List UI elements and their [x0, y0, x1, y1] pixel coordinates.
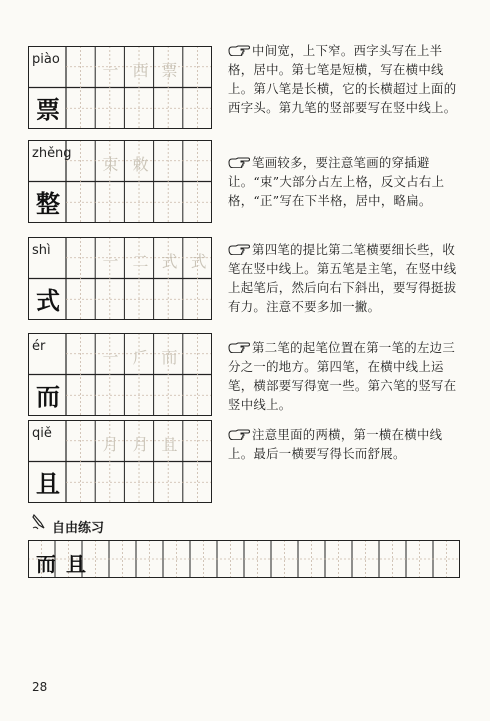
pointing-hand-icon — [228, 429, 250, 440]
trace-character: 𠂆 — [132, 348, 149, 367]
model-character: 整 — [36, 189, 60, 218]
trace-character: 敕 — [132, 155, 149, 174]
free-practice-row — [28, 540, 460, 578]
pinyin-label: ér — [32, 339, 46, 354]
tip-text: 第二笔的起笔位置在第一笔的左边三分之一的地方。第四笔，在横中线上运笔，横部要写得宽一些。第六笔的竖写在竖中线上。 — [228, 340, 457, 412]
pointing-hand-icon — [228, 244, 250, 255]
writing-tip — [228, 240, 464, 316]
practice-block-shi — [28, 237, 212, 320]
model-character: 而 — [36, 382, 60, 411]
tip-text: 注意里面的两横，第一横在横中线上。最后一横要写得长而舒展。 — [228, 427, 443, 461]
writing-tip — [228, 425, 464, 463]
pinyin-label: shì — [32, 243, 51, 258]
pinyin-label: piào — [32, 52, 60, 67]
trace-character: 票 — [161, 61, 178, 80]
trace-character: 束 — [102, 155, 119, 174]
practice-block-piao — [28, 46, 212, 129]
model-character: 且 — [36, 469, 60, 498]
trace-character: 式 — [161, 252, 178, 271]
tip-text: 中间宽，上下窄。西字头写在上半格，居中。第七笔是短横，写在横中线上。第八笔是长横，它的长横超过上面的西字头。第九笔的竖部要写在竖中线上。 — [228, 43, 457, 115]
trace-character: 一 — [102, 348, 119, 367]
trace-character: 西 — [132, 61, 149, 80]
free-practice-character: 而 — [36, 552, 56, 576]
pointing-hand-icon — [228, 45, 250, 56]
trace-character: 一 — [102, 61, 119, 80]
trace-character: 二 — [132, 252, 149, 271]
writing-tip — [228, 153, 464, 210]
pinyin-label: zhěng — [32, 146, 72, 161]
pointing-hand-icon — [228, 342, 250, 353]
trace-character: 一 — [102, 252, 119, 271]
trace-character: 式 — [190, 252, 207, 271]
trace-character: 而 — [161, 348, 178, 367]
trace-character: 月 — [102, 435, 119, 454]
pinyin-label: qiě — [32, 426, 52, 441]
model-character: 票 — [36, 95, 60, 124]
practice-block-zheng — [28, 140, 212, 223]
trace-character: 且 — [161, 435, 178, 454]
practice-block-er — [28, 333, 212, 416]
pointing-hand-icon — [228, 157, 250, 168]
writing-tip — [228, 338, 464, 414]
tip-text: 第四笔的提比第二笔横要细长些，收笔在竖中线上。第五笔是主笔，在竖中线上起笔后，然后向右下斜出，要写得挺拔有力。注意不要多加一撇。 — [228, 242, 457, 314]
model-character: 式 — [36, 286, 60, 315]
free-practice-character: 且 — [66, 552, 86, 576]
trace-character: 月 — [132, 435, 149, 454]
pen-icon — [32, 514, 46, 530]
practice-block-qie — [28, 420, 212, 503]
writing-tip — [228, 41, 464, 117]
page-number: 28 — [32, 680, 48, 694]
free-practice-title: 自由练习 — [52, 521, 105, 536]
tip-text: 笔画较多，要注意笔画的穿插避让。“束”大部分占左上格，反文占右上格，“正”写在下半格，居中，略扁。 — [228, 155, 445, 208]
